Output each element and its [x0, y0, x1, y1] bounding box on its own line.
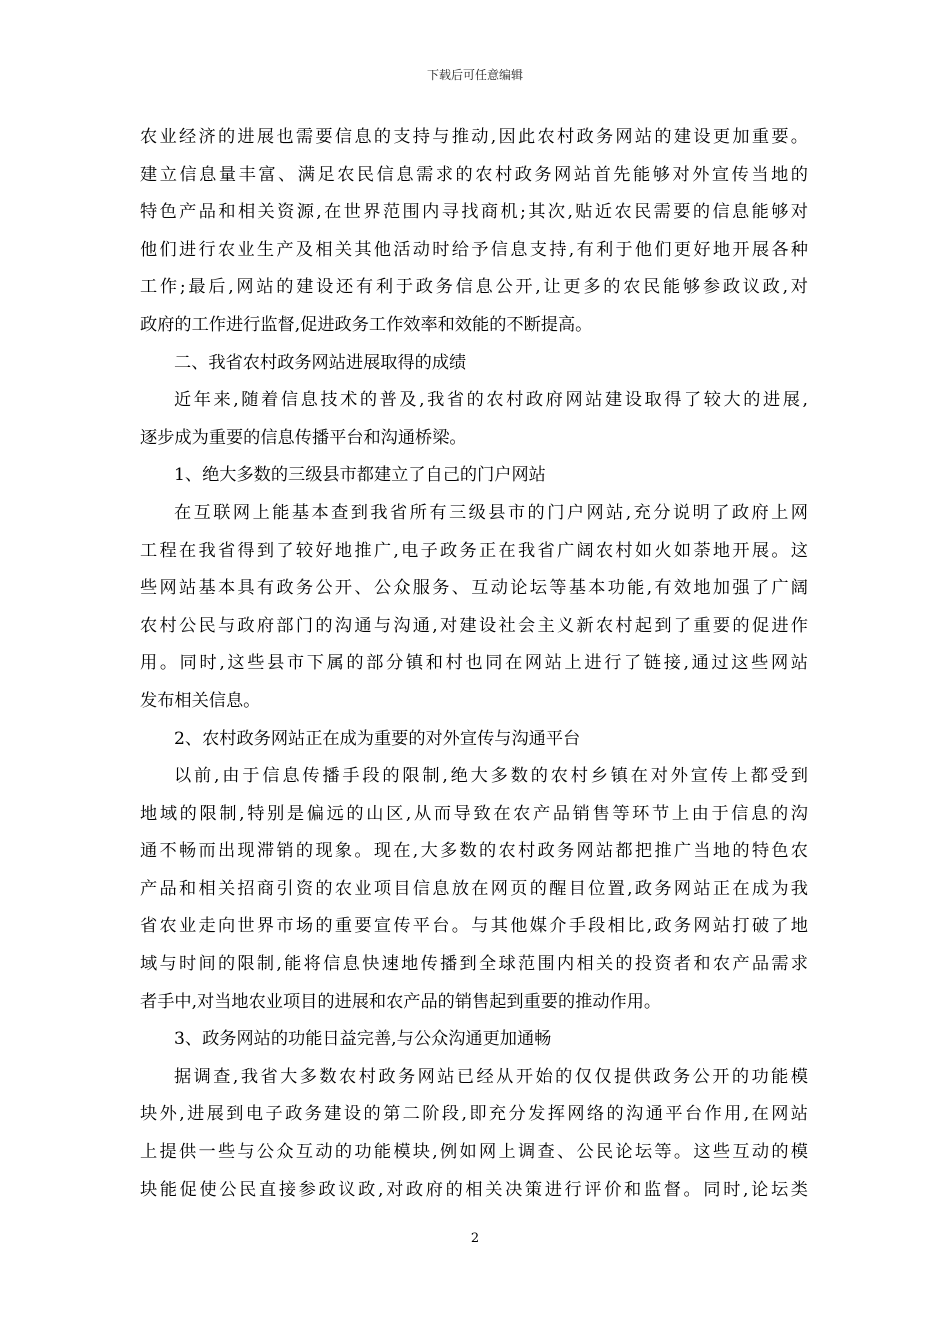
text-line: 者手中,对当地农业项目的进展和农产品的销售起到重要的推动作用。: [140, 991, 662, 1012]
text-line: 通不畅而出现滞销的现象。现在,大多数的农村政务网站都把推广当地的特色农: [140, 841, 808, 862]
body-text: [140, 119, 808, 1209]
section-heading: 二、我省农村政务网站进展取得的成绩: [174, 352, 467, 373]
text-line: 近年来,随着信息技术的普及,我省的农村政府网站建设取得了较大的进展,: [174, 390, 808, 411]
text-line: 块能促使公民直接参政议政,对政府的相关决策进行评价和监督。同时,论坛类: [140, 1179, 808, 1200]
text-line: 在互联网上能基本查到我省所有三级县市的门户网站,充分说明了政府上网: [174, 502, 808, 523]
text-line: 些网站基本具有政务公开、公众服务、互动论坛等基本功能,有效地加强了广阔: [140, 578, 808, 599]
text-line: 据调查,我省大多数农村政务网站已经从开始的仅仅提供政务公开的功能模: [174, 1066, 808, 1087]
text-line: 逐步成为重要的信息传播平台和沟通桥梁。: [140, 427, 467, 448]
text-line: 工作;最后,网站的建设还有利于政务信息公开,让更多的农民能够参政议政,对: [140, 277, 808, 298]
text-line: 建立信息量丰富、满足农民信息需求的农村政务网站首先能够对外宣传当地的: [140, 164, 808, 185]
subsection-heading: 3、政务网站的功能日益完善,与公众沟通更加通畅: [174, 1029, 552, 1050]
text-line: 省农业走向世界市场的重要宣传平台。与其他媒介手段相比,政务网站打破了地: [140, 916, 808, 937]
text-line: 他们进行农业生产及相关其他活动时给予信息支持,有利于他们更好地开展各种: [140, 239, 808, 260]
text-line: 块外,进展到电子政务建设的第二阶段,即充分发挥网络的沟通平台作用,在网站: [140, 1104, 808, 1125]
text-line: 上提供一些与公众互动的功能模块,例如网上调查、公民论坛等。这些互动的模: [140, 1142, 808, 1163]
subsection-heading: 1、绝大多数的三级县市都建立了自己的门户网站: [174, 465, 546, 486]
text-line: 域与时间的限制,能将信息快速地传播到全球范围内相关的投资者和农产品需求: [140, 954, 808, 975]
text-line: 特色产品和相关资源,在世界范围内寻找商机;其次,贴近农民需要的信息能够对: [140, 202, 808, 223]
page-number: 2: [470, 1231, 480, 1246]
text-line: 工程在我省得到了较好地推广,电子政务正在我省广阔农村如火如荼地开展。这: [140, 540, 808, 561]
text-line: 地域的限制,特别是偏远的山区,从而导致在农产品销售等环节上由于信息的沟: [140, 803, 808, 824]
text-line: 以前,由于信息传播手段的限制,绝大多数的农村乡镇在对外宣传上都受到: [174, 766, 808, 787]
page-header: 下载后可任意编辑: [426, 68, 523, 82]
text-line: 产品和相关招商引资的农业项目信息放在网页的醒目位置,政务网站正在成为我: [140, 878, 808, 899]
subsection-heading: 2、农村政务网站正在成为重要的对外宣传与沟通平台: [174, 728, 581, 749]
text-line: 政府的工作进行监督,促进政务工作效率和效能的不断提高。: [140, 314, 593, 335]
text-line: 用。同时,这些县市下属的部分镇和村也同在网站上进行了链接,通过这些网站: [140, 653, 808, 674]
text-line: 发布相关信息。: [140, 690, 261, 711]
text-line: 农业经济的进展也需要信息的支持与推动,因此农村政务网站的建设更加重要。: [140, 127, 808, 147]
text-line: 农村公民与政府部门的沟通与沟通,对建设社会主义新农村起到了重要的促进作: [140, 615, 808, 636]
